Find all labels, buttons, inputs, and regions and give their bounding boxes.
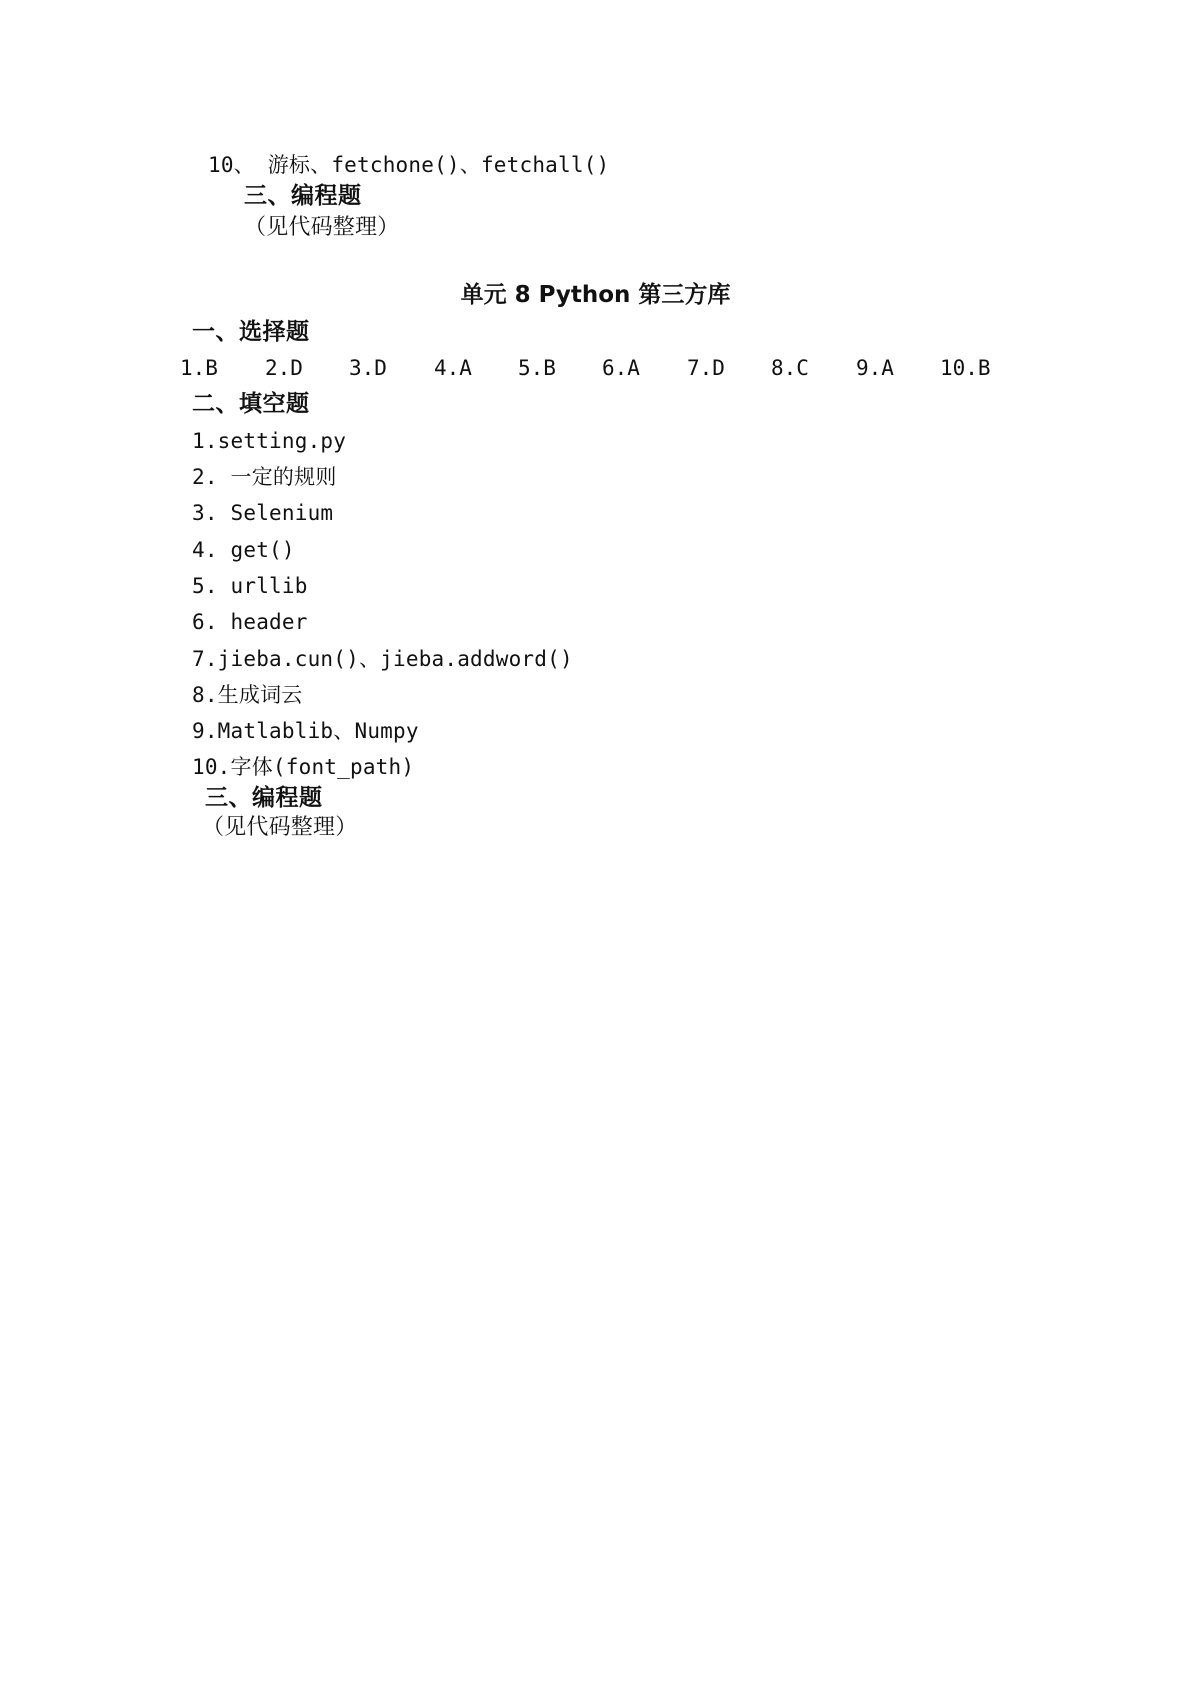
fill-item: 9.Matlablib、Numpy (192, 719, 419, 743)
choice-answer: 4.A (434, 356, 472, 380)
fill-item: 10.字体(font_path) (192, 755, 415, 779)
choice-answer: 8.C (771, 356, 809, 380)
fill-item: 7.jieba.cun()、jieba.addword() (192, 647, 573, 671)
choice-answer: 10.B (940, 356, 991, 380)
prev-section3-note: （见代码整理） (244, 215, 400, 240)
fill-item: 5. urllib (192, 574, 308, 598)
choice-answers (180, 355, 1080, 381)
section3-note: （见代码整理） (202, 815, 358, 840)
choice-answer: 3.D (349, 356, 387, 380)
choice-answer: 2.D (265, 356, 303, 380)
fill-item: 4. get() (192, 538, 295, 562)
unit-title: 单元 8 Python 第三方库 (460, 282, 731, 308)
prev-section3-heading: 三、编程题 (244, 183, 362, 209)
fill-item: 3. Selenium (192, 501, 334, 525)
choice-answer: 6.A (602, 356, 640, 380)
section1-heading: 一、选择题 (192, 319, 310, 345)
section3-heading: 三、编程题 (205, 785, 323, 811)
fill-item: 2. 一定的规则 (192, 465, 337, 489)
prev-fill-item-10: 10、 游标、fetchone()、fetchall() (208, 153, 610, 177)
section2-heading: 二、填空题 (192, 391, 310, 417)
fill-item: 8.生成词云 (192, 683, 303, 707)
choice-answer: 9.A (856, 356, 894, 380)
choice-answer: 5.B (518, 356, 556, 380)
choice-answer: 1.B (180, 356, 218, 380)
fill-item: 1.setting.py (192, 429, 347, 453)
fill-item: 6. header (192, 610, 308, 634)
choice-answer: 7.D (687, 356, 725, 380)
